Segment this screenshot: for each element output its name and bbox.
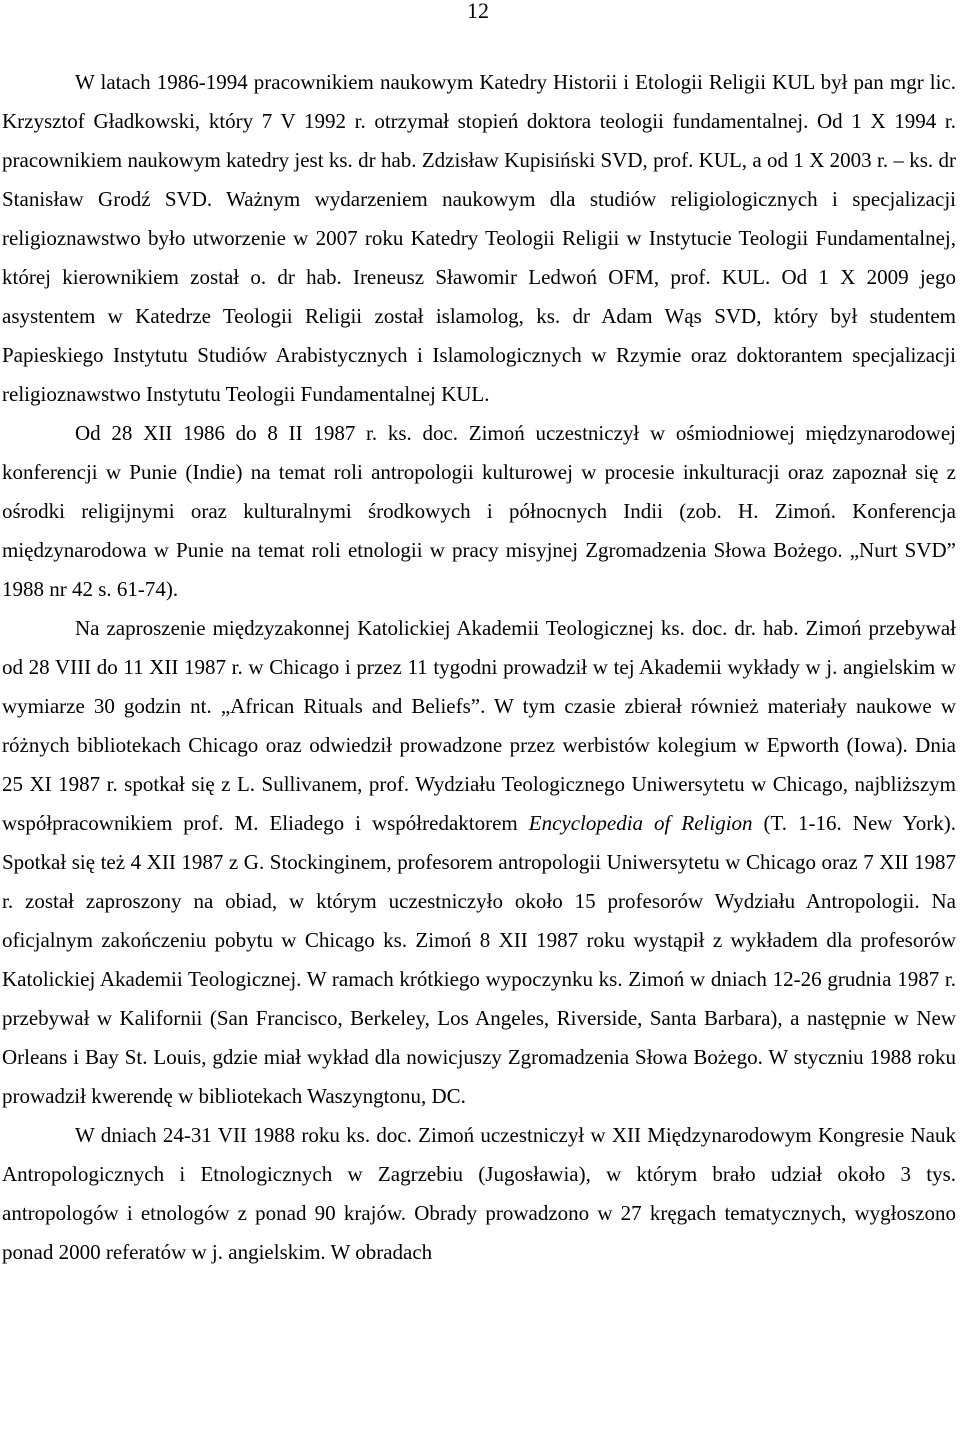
- paragraph-text: (T. 1-16. New York). Spotkał się też 4 XII 1987 z G. Stockinginem, profesorem antropologii Uniwersytetu w Chicago oraz 7 XII 1987 r. został zaproszony na obiad, w którym uczestniczyło około 15 profesorów Wydziału Antropologii. Na oficjalnym zakończeniu pobytu w Chicago ks. Zimoń 8 XII 1987 roku wystąpił z wykładem dla profesorów Katolickiej Akademii Teologicznej. W ramach krótkiego wypoczynku ks. Zimoń w dniach 12-26 grudnia 1987 r. przebywał w Kalifornii (San Francisco, Berkeley, Los Angeles, Riverside, Santa Barbara), a następnie w New Orleans i Bay St. Louis, gdzie miał wykład dla nowicjuszy Zgromadzenia Słowa Bożego. W styczniu 1988 roku prowadził kwerendę w bibliotekach Waszyngtonu, DC.: [2, 811, 956, 1108]
- paragraph-text: Od 28 XII 1986 do 8 II 1987 r. ks. doc. Zimoń uczestniczył w ośmiodniowej międzynarodowej konferencji w Punie (Indie) na temat roli antropologii kulturowej w procesie inkulturacji oraz zapoznał się z ośrodki religijnymi oraz kulturalnymi środkowych i północnych Indii (zob. H. Zimoń. Konferencja międzynarodowa w Punie na temat roli etnologii w pracy misyjnej Zgromadzenia Słowa Bożego. „Nurt SVD” 1988 nr 42 s. 61-74).: [2, 421, 956, 601]
- paragraph-text: W dniach 24-31 VII 1988 roku ks. doc. Zimoń uczestniczył w XII Międzynarodowym Kongresie Nauk Antropologicznych i Etnologicznych w Zagrzebiu (Jugosławia), w którym brało udział około 3 tys. antropologów i etnologów z ponad 90 krajów. Obrady prowadzono w 27 kręgach tematycznych, wygłoszono ponad 2000 referatów w j. angielskim. W obradach: [2, 1123, 956, 1264]
- paragraph: [2, 414, 956, 609]
- paragraph: [2, 63, 956, 414]
- book-title: Encyclopedia of Religion: [528, 811, 753, 835]
- paragraph: [2, 1116, 956, 1272]
- paragraph: [2, 609, 956, 1116]
- paragraph-text: W latach 1986-1994 pracownikiem naukowym Katedry Historii i Etologii Religii KUL był pan mgr lic. Krzysztof Gładkowski, który 7 V 1992 r. otrzymał stopień doktora teologii fundamentalnej. Od 1 X 1994 r. pracownikiem naukowym katedry jest ks. dr hab. Zdzisław Kupisiński SVD, prof. KUL, a od 1 X 2003 r. – ks. dr Stanisław Grodź SVD. Ważnym wydarzeniem naukowym dla studiów religiologicznych i specjalizacji religioznawstwo było utworzenie w 2007 roku Katedry Teologii Religii w Instytucie Teologii Fundamentalnej, której kierownikiem został o. dr hab. Ireneusz Sławomir Ledwoń OFM, prof. KUL. Od 1 X 2009 jego asystentem w Katedrze Teologii Religii został islamolog, ks. dr Adam Wąs SVD, który był studentem Papieskiego Instytutu Studiów Arabistycznych i Islamologicznych w Rzymie oraz doktorantem specjalizacji religioznawstwo Instytutu Teologii Fundamentalnej KUL.: [2, 70, 956, 406]
- body-text: [2, 63, 956, 1272]
- page-number: 12: [467, 0, 489, 23]
- paragraph-text: Na zaproszenie międzyzakonnej Katolickiej Akademii Teologicznej ks. doc. dr. hab. Zimoń przebywał od 28 VIII do 11 XII 1987 r. w Chicago i przez 11 tygodni prowadził w tej Akademii wykłady w j. angielskim w wymiarze 30 godzin nt. „African Rituals and Beliefs”. W tym czasie zbierał również materiały naukowe w różnych bibliotekach Chicago oraz odwiedził prowadzone przez werbistów kolegium w Epworth (Iowa). Dnia 25 XI 1987 r. spotkał się z L. Sullivanem, prof. Wydziału Teologicznego Uniwersytetu w Chicago, najbliższym współpracownikiem prof. M. Eliadego i współredaktorem: [2, 616, 956, 835]
